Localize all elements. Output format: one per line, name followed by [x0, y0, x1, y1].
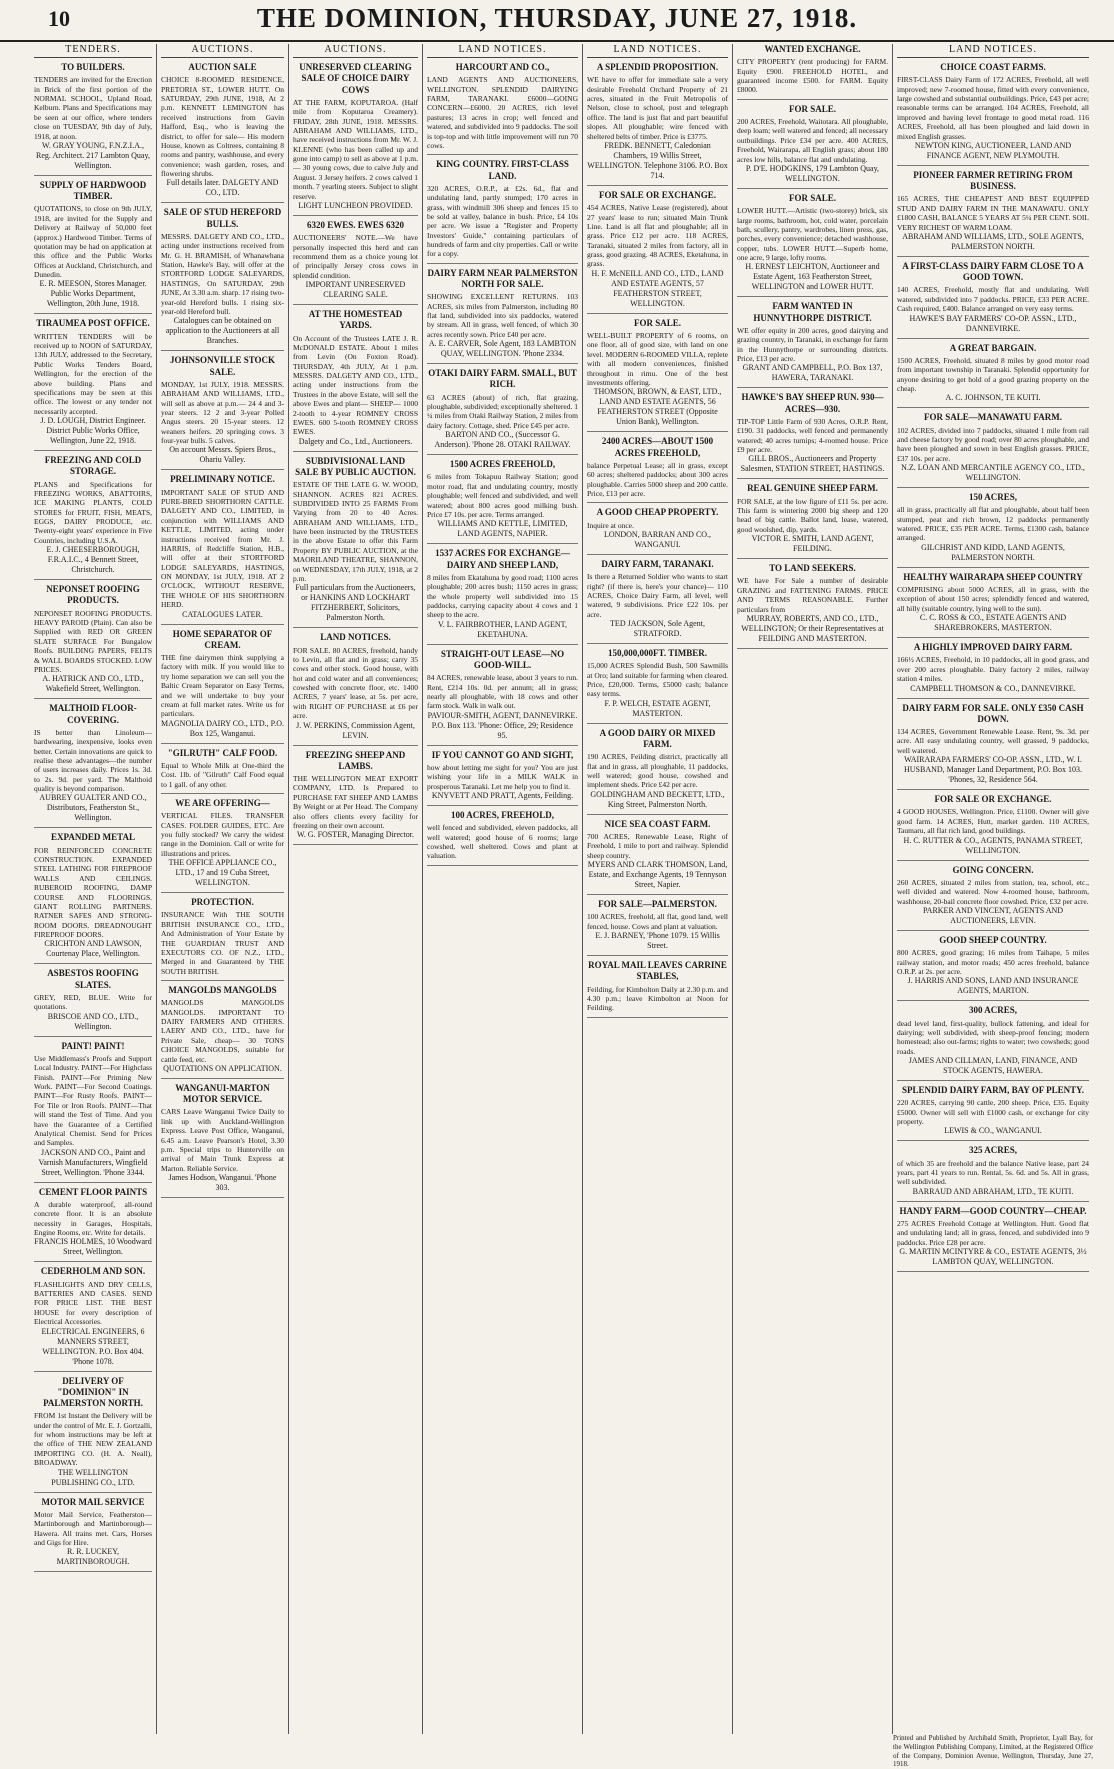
- advertisement: [34, 180, 152, 315]
- ad-body: 320 ACRES, O.R.P., at £2s. 6d., flat and undulating land, partly stumped; 170 acres in grass, with windmill 306 sheep and fences 15 to be sold at valley, balance in bush. Price, £4 10s per acre. We issue a "Register and Property Investors' Guide," containing particulars of hundreds of farm and city properties. Call or write for a copy.: [427, 183, 578, 259]
- masthead: [0, 0, 1114, 42]
- column-header: LAND NOTICES.: [897, 44, 1089, 58]
- ad-title: NEPONSET ROOFING PRODUCTS.: [46, 584, 140, 606]
- advertisement: [427, 268, 578, 364]
- column-3: [289, 44, 423, 1734]
- ad-body: of which 35 are freehold and the balance Native lease, part 24 years, part 41 years to run. Rental, 5s. 6d. and 5s. All in grass, well subdivided.: [897, 1158, 1089, 1187]
- ad-title: DAIRY FARM, TARANAKI.: [601, 558, 714, 569]
- ad-body: CHOICE 8-ROOMED RESIDENCE, PRETORIA ST., LOWER HUTT. On SATURDAY, 29th JUNE, 1918, At 2 p.m. KENNETT LEMINGTON has received instructions from Gavin Hafford, Esq., who is leaving the district, to offer for sale— His modern House, known as Coltrees, containing 8 rooms and pantry, washhouse, and every convenience; wash garden, roses, and flowering shrubs.: [161, 75, 284, 178]
- ad-body: 134 ACRES, Government Renewable Lease. Rent, 9s. 3d. per acre. All easy undulating country, well grassed, 9 paddocks, well watered.: [897, 727, 1089, 755]
- ad-signature: R. R. LUCKEY, MARTINBOROUGH.: [56, 1547, 130, 1567]
- advertisement: [737, 483, 888, 559]
- advertisement: [897, 794, 1089, 860]
- ad-signature: N.Z. LOAN AND MERCANTILE AGENCY CO., LTD., WELLINGTON.: [901, 463, 1085, 482]
- column-6: [733, 44, 893, 1734]
- ad-title: MALTHOID FLOOR-COVERING.: [49, 703, 137, 725]
- ad-signature: MYERS AND CLARK THOMSON, Land, Estate, and Exchange Agents, 19 Tennyson Street, Napier.: [587, 860, 728, 890]
- ad-body: VERTICAL FILES. TRANSFER CASES. FOLDER GUIDES, ETC. Are you fully stocked? We carry the widest range in the Dominion. Call or write for illustrations and prices.: [161, 811, 284, 858]
- ad-signature: Dalgety and Co., Ltd., Auctioneers.: [298, 436, 413, 446]
- ad-body: ESTATE OF THE LATE G. W. WOOD, SHANNON. ACRES 821 ACRES. SUBDIVIDED INTO 25 FARMS From Varying from 20 to 40 Acres. ABRAHAM AND WILLIAMS, LTD., have been instructed by the TRUSTEES in the above Estate to offer this Farm Property BY PUBLIC AUCTION, at the MAORILAND THEATRE, SHANNON, on WEDNESDAY, 17th JULY, 1918, at 2 p.m.: [293, 480, 418, 583]
- ad-title: CEMENT FLOOR PAINTS: [38, 1186, 148, 1197]
- ad-signature: Catalogues can be obtained on application to the Auctioneers at all Branches.: [165, 316, 280, 346]
- ad-title: HEALTHY WAIRARAPA SHEEP COUNTRY: [903, 571, 1083, 582]
- advertisement: [587, 899, 728, 956]
- advertisement: [34, 1041, 152, 1183]
- advertisement: [34, 318, 152, 451]
- ad-body: 165 ACRES, THE CHEAPEST AND BEST EQUIPPED STUD AND DAIRY FARM IN THE MANAWATU. ONLY £1800 CASH, BALANCE 5 YEARS AT 5¼ PER CENT. SOIL VERY RICHEST OF WARM LOAM.: [897, 194, 1089, 232]
- advertisement: [161, 474, 284, 624]
- page-number: 10: [48, 6, 70, 31]
- ad-title: "GILRUTH" CALF FOOD.: [167, 747, 278, 758]
- ad-title: SPLENDID DAIRY FARM, BAY OF PLENTY.: [901, 1085, 1085, 1095]
- ad-body: 6 miles from Tokapuu Railway Station; good motor road, flat and undulating country, mostly ploughable; well fenced and subdivided, and well watered; about 800 acres good milking bush. Price £7 10s. per acre. Terms arranged.: [427, 472, 578, 519]
- ad-body: Use Middlemass's Proofs and Support Local Industry. PAINT—For Highclass Finish. PAINT—For Priming New Work. PAINT—For Second Coatings. PAINT—For Rusty Roofs. PAINT—For Tile or Iron Roofs. PAINT—That will stand the Test of Time. And you have the Guarantee of a Certified Analytical Chemist. Send for Prices and Samples.: [34, 1053, 152, 1148]
- ad-body: 190 ACRES, Feilding district, practically all flat and in grass, all ploughable, 11 paddocks, well watered; good house, cowshed and implement sheds. Price £42 per acre.: [587, 752, 728, 790]
- ad-title: 1537 ACRES FOR EXCHANGE—DAIRY AND SHEEP LAND,: [435, 548, 570, 570]
- advertisement: [293, 220, 418, 305]
- ad-body: 140 ACRES, Freehold, mostly flat and undulating. Well watered, subdivided into 7 paddocks. PRICE, £33 PER ACRE. Cash required, £400. Balance arranged on very easy terms.: [897, 285, 1089, 314]
- ad-body: 275 ACRES Freehold Cottage at Wellington. Hutt. Good flat and undulating land; all in grass, fenced, and subdivided into 9 paddocks. Price £28 per acre.: [897, 1219, 1089, 1247]
- advertisement: [587, 507, 728, 555]
- advertisement: [737, 193, 888, 298]
- ad-title: 150,000,000FT. TIMBER.: [608, 648, 707, 658]
- advertisement: [897, 492, 1089, 568]
- ad-signature: MAGNOLIA DAIRY CO., LTD., P.O. Box 125, Wanganui.: [161, 718, 284, 738]
- advertisement: [34, 703, 152, 828]
- advertisement: [427, 62, 578, 155]
- ad-title: FOR SALE.: [788, 192, 836, 203]
- ad-body: COMPRISING about 5000 ACRES, all in grass, with the exception of about 150 acres; splendidly fenced and watered, all hilly (suitable country, lying well to the sun).: [897, 585, 1089, 613]
- advertisement: [737, 301, 888, 388]
- advertisement: [587, 190, 728, 314]
- ad-signature: W. GRAY YOUNG, F.N.Z.I.A., Reg. Architect. 217 Lambton Quay, Wellington.: [36, 140, 150, 170]
- ad-body: dead level land, first-quality, bullock fattening, and ideal for dairying; well subdivided, with sheep-proof fencing; modern homestead; also out-farms; rights to water; two cowsheds; good roads.: [897, 1018, 1089, 1056]
- ad-body: WELL-BUILT PROPERTY of 6 rooms, on one floor, all of good size, with land on one level. MODERN 6-ROOMED VILLA, replete with all modern conveniences, finished throughout in rimu. One of the best investments offering.: [587, 331, 728, 387]
- advertisement: [587, 728, 728, 815]
- ad-body: QUOTATIONS, to close on 9th JULY, 1918, are invited for the Supply and Delivery at Railway of 50,000 feet (approx.) Hardwood Timber. Terms of quotation may be had on application at this office and the Public Works Offices at Auckland, Christchurch, and Dunedin.: [34, 204, 152, 279]
- ad-title: FOR SALE—PALMERSTON.: [598, 899, 717, 910]
- advertisement: [427, 159, 578, 264]
- ad-signature: C. C. ROSS & CO., ESTATE AGENTS AND SHAREBROKERS, MASTERTON.: [919, 613, 1067, 633]
- advertisement: [427, 810, 578, 866]
- advertisement: [34, 832, 152, 964]
- ad-signature: J. W. PERKINS, Commission Agent, LEVIN.: [296, 720, 415, 740]
- ad-body: FOR REINFORCED CONCRETE CONSTRUCTION. EXPANDED STEEL LATHING FOR FIREPROOF WALLS AND CEILINGS. RUBEROID ROOFING, DAMP COURSE AND FLOORINGS. GIANT ROLLING PARTNERS. RATNER SAFES AND STRONG-ROOM DOORS. DREADNOUGHT FIREPROOF DOORS.: [34, 845, 152, 939]
- advertisement: [897, 62, 1089, 166]
- ad-signature: A. C. JOHNSON, TE KUITI.: [945, 393, 1041, 403]
- advertisement: [587, 648, 728, 724]
- ad-signature: F. P. WELCH, ESTATE AGENT, MASTERTON.: [604, 698, 711, 718]
- ad-body: TIP-TOP Little Farm of 930 Acres, O.R.P. Rent, £190. 31 paddocks, well fenced and permanently watered; 40 acres turnips; 4-roomed house. Price £9 per acre.: [737, 416, 888, 454]
- advertisement: [161, 62, 284, 203]
- ad-body: 63 ACRES (about) of rich, flat grazing, ploughable, subdivided; exceptionally sheltered. 1 ¼ miles from Otaki Railway Station, 2 miles from dairy factory. Cottage, shed. Price £45 per acre.: [427, 392, 578, 430]
- ad-title: ASBESTOS ROOFING SLATES.: [47, 968, 139, 990]
- newspaper-title: THE DOMINION, THURSDAY, JUNE 27, 1918.: [256, 3, 858, 33]
- ad-body: THE fine dairymen think supplying a factory with milk. If you would like to try home separation we can sell you the Baltic Cream Separator on Easy Terms, and we will undertake to buy your cream at full market rates. Write us for particulars.: [161, 653, 284, 719]
- ad-body: CARS Leave Wanganui Twice Daily to link up with Auckland-Wellington Express. Leave Post Office, Wanganui, 6.45 a.m. Leave Pearson's Hotel, 3.30 p.m. Special trips to Hunterville on arrival of Main Trunk Express at Marton. Reliable Service.: [161, 1107, 284, 1173]
- ad-body: AUCTIONEERS' NOTE.—We have personally inspected this herd and can recommend them as a choice young lot of principally Jersey cross cows in splendid condition.: [293, 233, 418, 280]
- advertisement: [427, 368, 578, 455]
- ad-body: FOR SALE. 80 ACRES, freehold, handy to Levin, all flat and in grass; carry 35 cows and other stock. Good house, with hot and cold water and all conveniences; cowshed with concrete floor, etc. 1400 ACRES, 7 years' lease, at 5s. per acre, with RIGHT OF PURCHASE at £6 per acre.: [293, 645, 418, 721]
- ad-signature: FREDK. BENNETT, Caledonian Chambers, 19 Willis Street, WELLINGTON. Telephone 3106. P.O. Box 714.: [587, 140, 728, 180]
- ad-title: SUBDIVISIONAL LAND SALE BY PUBLIC AUCTION.: [295, 455, 416, 477]
- ad-signature: FRANCIS HOLMES, 10 Woodward Street, Wellington.: [34, 1237, 152, 1257]
- advertisement: [34, 1266, 152, 1371]
- ad-title: PIONEER FARMER RETIRING FROM BUSINESS.: [913, 169, 1073, 192]
- column-header: LAND NOTICES.: [427, 44, 578, 58]
- ad-signature: On account Messrs. Spiers Bros., Ohariu Valley.: [169, 445, 276, 465]
- ad-body: GREY, RED, BLUE. Write for quotations.: [34, 992, 152, 1012]
- ad-title: MANGOLDS MANGOLDS: [168, 985, 277, 995]
- ad-signature: THE OFFICE APPLIANCE CO., LTD., 17 and 19 Cuba Street, WELLINGTON.: [168, 858, 277, 888]
- ad-body: 200 ACRES, Freehold, Waitotara. All ploughable, deep loam; well watered and fenced; all necessary outbuildings. Price £34 per acre. 400 ACRES, Freehold, Wairarapa, all English grass; about 180 acres low hills, balance flat and undulating.: [737, 117, 888, 164]
- ad-signature: GILCHRIST AND KIDD, LAND AGENTS, PALMERSTON NORTH.: [921, 542, 1065, 562]
- ad-signature: THOMSON, BROWN, & EAST, LTD., LAND AND ESTATE AGENTS, 56 FEATHERSTON STREET (Opposite Union Bank), Wellington.: [593, 387, 722, 427]
- ad-signature: TED JACKSON, Sole Agent, STRATFORD.: [610, 619, 705, 638]
- ad-signature: THE WELLINGTON PUBLISHING CO., LTD.: [51, 1467, 135, 1487]
- advertisement: [897, 1206, 1089, 1272]
- ad-title: 300 ACRES,: [968, 1005, 1017, 1016]
- advertisement: [34, 968, 152, 1036]
- ad-body: PLANS and Specifications for FREEZING WORKS, ABATTOIRS, ICE MAKING PLANTS, COLD STORES for FRUIT, FISH, MEATS, EGGS, DAIRY PRODUCE, etc. Twenty-eight years' experience in Five Countries, including U.S.A.: [34, 479, 152, 545]
- ad-title: A SPLENDID PROPOSITION.: [596, 62, 719, 72]
- advertisement: [587, 559, 728, 644]
- ad-title: TO BUILDERS.: [61, 62, 125, 72]
- ad-title: REAL GENUINE SHEEP FARM.: [747, 483, 878, 494]
- ad-body: Inquire at once.: [587, 520, 634, 530]
- advertisement: [897, 1005, 1089, 1081]
- ad-body: THE WELLINGTON MEAT EXPORT COMPANY, LTD. Is Prepared to PURCHASE FAT SHEEP AND LAMBS By Weight or at Per Head. The Company also offers clients every facility for freezing on their own account.: [293, 774, 418, 830]
- advertisement: [293, 62, 418, 216]
- ad-title: SALE OF STUD HEREFORD BULLS.: [163, 207, 282, 229]
- advertisement: [293, 456, 418, 629]
- ad-body: IS better than Linoleum—hardwearing, inexpensive, looks even better. Certain innovations are quick to realise these advantages—the number of users increases daily. Prices 1s. 3d. to 2s. 9d. per yard. The Malthoid quality is beyond comparison.: [34, 727, 152, 793]
- advertisement: [293, 309, 418, 452]
- advertisement: [587, 318, 728, 433]
- column-header: AUCTIONS.: [293, 44, 418, 58]
- ad-body: FLASHLIGHTS AND DRY CELLS, BATTERIES AND CASES. SEND FOR PRICE LIST. THE BEST HOUSE for every description of Electrical Accessories.: [34, 1279, 152, 1327]
- ad-body: MONDAY, 1st JULY, 1918. MESSRS. ABRAHAM AND WILLIAMS, LTD., will sell as above at p.m.— 24 4 and 3-year steers. 12 2 and 3-year Polled Angus steers. 20 15-year steers. 12 weaners heifers. 20 springing cows. 3 four-year bulls. 5 calves.: [161, 379, 284, 445]
- advertisement: [897, 935, 1089, 1001]
- ad-signature: E. R. MEESON, Stores Manager. Public Works Department, Wellington, 20th June, 1918.: [39, 279, 147, 309]
- ad-title: FREEZING SHEEP AND LAMBS.: [305, 749, 406, 771]
- ad-title: DELIVERY OF "DOMINION" IN PALMERSTON NORTH.: [43, 1375, 143, 1408]
- advertisement: [897, 343, 1089, 409]
- ad-signature: GRANT AND CAMPBELL, P.O. Box 137, HAWERA, TARANAKI.: [742, 363, 883, 383]
- ad-body: FIRST-CLASS Dairy Farm of 172 ACRES, Freehold, all well improved; new 7-roomed house, fitted with every convenience, large cowshed and substantial outbuildings. Price, £43 per acre; reasonable terms can be arranged. 104 ACRES, Freehold, all improved and having level frontage to good metal road. 116 ACRES, Freehold, all has been ploughed and laid down in mixed English grasses.: [897, 75, 1089, 141]
- column-2: [157, 44, 289, 1734]
- ad-title: 100 ACRES, FREEHOLD,: [450, 810, 555, 820]
- ad-signature: A. E. CARVER, Sole Agent, 183 LAMBTON QUAY, WELLINGTON. 'Phone 2334.: [428, 339, 577, 359]
- ad-body: MESSRS. DALGETY AND CO., LTD., acting under instructions received from Mr. G. H. BRAMISH, of Whanawhana Station, Hawke's Bay, will offer at the STORTFORD LODGE SALEYARDS, HASTINGS, On SATURDAY, 29th JUNE, At 3.30 a.m. sharp. 17 rising two-year-old Hereford bulls. 1 rising six-year-old Hereford bull.: [161, 231, 284, 316]
- ad-signature: NEWTON KING, AUCTIONEER, LAND AND FINANCE AGENT, NEW PLYMOUTH.: [914, 140, 1072, 160]
- column-7: [893, 44, 1093, 1734]
- ad-body: 260 ACRES, situated 2 miles from station, tea, school, etc., well divided and watered. Now 4-roomed house, bathroom, washhouse, 20-bail concrete floor cowshed. Price, £32 per acre.: [897, 877, 1089, 906]
- advertisement: [293, 750, 418, 846]
- advertisement: [737, 44, 888, 100]
- column-1: [30, 44, 157, 1734]
- column-4: [423, 44, 583, 1734]
- advertisement: [427, 459, 578, 544]
- ad-body: SHOWING EXCELLENT RETURNS. 103 ACRES, six miles from Palmerston, including 80 flat land, subdivided into six paddocks, watered by stream. All in grass, well fenced, of which 30 acres recently sown. Price £40 per acre.: [427, 292, 578, 339]
- ad-signature: Full particulars from the Auctioneers, or HANKINS AND LOCKHART FITZHERBERT, Solicitors, Palmerston North.: [295, 583, 416, 623]
- ad-body: FROM 1st Instant the Delivery will be under the control of Mr. E. J. Gortzalli, for whom instructions may be left at the office of THE NEW ZEALAND IMPORTING CO. (H. A. Neall), BROADWAY.: [34, 1411, 152, 1468]
- advertisement: [161, 355, 284, 470]
- advertisement: [34, 584, 152, 699]
- ad-signature: A. HATRICK AND CO., LTD., Wakefield Street, Wellington.: [42, 674, 144, 694]
- ad-body: all in grass, practically all flat and ploughable, about half been stumped, peat and rich brown, 12 paddocks permanently watered. PRICE, £35 PER ACRE. Terms, £1300 cash, balance arranged.: [897, 505, 1089, 543]
- ad-title: 2400 ACRES—ABOUT 1500 ACRES FREEHOLD,: [601, 436, 714, 458]
- ad-body: Is there a Returned Soldier who wants to start right? (if there is, here's your chance)— 110 ACRES, Choice Dairy Farm, all level, well watered, 9 subdivisions. Price £22 10s. per acre.: [587, 572, 728, 619]
- ad-title: DAIRY FARM NEAR PALMERSTON NORTH FOR SALE.: [427, 267, 578, 289]
- ad-title: FOR SALE OR EXCHANGE.: [934, 794, 1052, 805]
- ad-title: A GOOD CHEAP PROPERTY.: [596, 507, 719, 518]
- ad-signature: Full details later. DALGETY AND CO., LTD.: [166, 178, 279, 198]
- ad-title: GOOD SHEEP COUNTRY.: [939, 934, 1047, 945]
- ad-signature: BARTON AND CO., (Successor G. Anderson). 'Phone 28. OTAKI RAILWAY.: [434, 430, 571, 450]
- ad-body: On Account of the Trustees LATE J. R. McDONALD ESTATE. About 1 miles from Levin (On Foxton Road). THURSDAY, 4th JULY, At 1 p.m. MESSRS. DALGETY AND CO., LTD., acting under instructions from the Trustees in the above Estate, will sell the above Ewes and plant— SHEEP— 1000 2-tooth to 4-year ROMNEY CROSS EWES. 600 5-tooth ROMNEY CROSS EWES.: [293, 333, 418, 437]
- ad-title: JOHNSONVILLE STOCK SALE.: [169, 355, 276, 377]
- advertisement: [161, 629, 284, 744]
- ad-title: CHOICE COAST FARMS.: [940, 62, 1046, 72]
- ad-signature: HAWKE'S BAY FARMERS' CO-OP. ASSN., LTD., DANNEVIRKE.: [909, 313, 1077, 333]
- ad-title: WANTED EXCHANGE.: [764, 44, 861, 54]
- ad-body: 84 ACRES, renewable lease, about 3 years to run. Rent, £214 10s. 0d. per annum; all in grass; nearly all ploughable, with 18 cows and other farm stock. Walk in walk out.: [427, 673, 578, 711]
- ad-signature: CATALOGUES LATER.: [182, 609, 263, 619]
- ad-signature: KNYVETT AND PRATT, Agents, Feilding.: [431, 791, 574, 800]
- ad-title: 6320 EWES. EWES 6320: [306, 219, 405, 230]
- ad-title: A GREAT BARGAIN.: [949, 342, 1037, 353]
- advertisement: [897, 170, 1089, 257]
- ad-body: 800 ACRES, good grazing; 16 miles from Taihape, 5 miles railway station, and motor roads; 450 acres freehold, balance O.R.P. at 2s. per acre.: [897, 948, 1089, 976]
- column-header: TENDERS.: [34, 44, 152, 58]
- ad-body: MANGOLDS MANGOLDS MANGOLDS. IMPORTANT TO DAIRY FARMERS AND OTHERS. LAERY AND CO., LTD., have for Private Sale, cheap— 30 TONS CHOICE MANGOLDS, suitable for cattle feed, etc.: [161, 998, 284, 1064]
- ad-title: OTAKI DAIRY FARM. SMALL, BUT RICH.: [428, 368, 577, 390]
- ad-title: HOME SEPARATOR OF CREAM.: [172, 628, 273, 650]
- column-header: LAND NOTICES.: [587, 44, 728, 58]
- columns: [0, 44, 1114, 1734]
- ad-signature: W. G. FOSTER, Managing Director.: [296, 830, 415, 840]
- ad-signature: James Hodson, Wanganui. 'Phone 303.: [168, 1173, 277, 1192]
- ad-title: ROYAL MAIL LEAVES CARRINE STABLES,: [588, 960, 727, 982]
- ad-signature: VICTOR E. SMITH, LAND AGENT, FEILDING.: [751, 534, 874, 554]
- ad-body: 166½ ACRES, Freehold, in 10 paddocks, all in good grass, and over 200 acres ploughable. Dairy factory 2 miles, railway station 4 miles.: [897, 655, 1089, 684]
- ad-title: FOR SALE OR EXCHANGE.: [598, 189, 716, 200]
- advertisement: [897, 1085, 1089, 1141]
- advertisement: [587, 436, 728, 503]
- advertisement: [427, 548, 578, 644]
- ad-body: Feilding, for Kimbolton Daily at 2.30 p.m. and 4.30 p.m.; leave Kimbolton at Noon for Feilding.: [587, 984, 728, 1013]
- ad-signature: ELECTRICAL ENGINEERS, 6 MANNERS STREET, WELLINGTON. P.O. Box 404. 'Phone 1078.: [41, 1326, 145, 1366]
- ad-body: TENDERS are invited for the Erection in Brick of the first portion of the NORMAL SCHOOL, Upland Road, Kelburn. Plans and Specifications may be seen at our office, where tenders close on TUESDAY, 9th day of July, 1918, at noon.: [34, 75, 152, 141]
- ad-title: AT THE HOMESTEAD YARDS.: [308, 309, 403, 331]
- ad-title: FARM WANTED IN HUNNYTHORPE DISTRICT.: [753, 301, 872, 323]
- ad-title: 325 ACRES,: [968, 1145, 1017, 1156]
- ad-title: 1500 ACRES FREEHOLD,: [449, 459, 556, 470]
- ad-title: IF YOU CANNOT GO AND SIGHT,: [431, 749, 574, 760]
- ad-signature: WILLIAMS AND KETTLE, LIMITED, LAND AGENTS, NAPIER.: [437, 519, 568, 539]
- ad-signature: BARRAUD AND ABRAHAM, LTD., TE KUITI.: [912, 1186, 1074, 1196]
- advertisement: [34, 455, 152, 580]
- ad-signature: J. HARRIS AND SONS, LAND AND INSURANCE AGENTS, MARTON.: [907, 976, 1079, 996]
- ad-signature: WAIRARAPA FARMERS' CO-OP. ASSN., LTD., W. I. HUSBAND, Manager Land Department, P.O. Box 103. 'Phones, 32, Residence 564.: [904, 755, 1082, 785]
- ad-signature: PARKER AND VINCENT, AGENTS AND AUCTIONEERS, LEVIN.: [922, 905, 1064, 925]
- advertisement: [587, 819, 728, 895]
- advertisement: [34, 1497, 152, 1573]
- ad-body: WE have For Sale a number of desirable GRAZING and FATTENING FARMS. PRICE AND TERMS REASONABLE. Further particulars from: [737, 576, 888, 614]
- ad-signature: QUOTATIONS ON APPLICATION.: [163, 1063, 282, 1073]
- ad-title: A GOOD DAIRY OR MIXED FARM.: [599, 727, 716, 749]
- ad-signature: MURRAY, ROBERTS, AND CO., LTD., WELLINGTON; Or their Representatives at FEILDING AND MASTERTON.: [741, 613, 884, 643]
- ad-title: PAINT! PAINT!: [61, 1040, 125, 1051]
- advertisement: [897, 572, 1089, 638]
- advertisement: [161, 207, 284, 351]
- ad-signature: E. J. CHEESERBOROUGH, F.R.A.I.C., 4 Bennett Street, Christchurch.: [46, 545, 140, 575]
- ad-title: CEDERHOLM AND SON.: [40, 1266, 146, 1277]
- ad-title: HAWKE'S BAY SHEEP RUN. 930—ACRES—930.: [741, 392, 884, 414]
- ad-title: KING COUNTRY. FIRST-CLASS LAND.: [436, 159, 569, 181]
- ad-title: FOR SALE.: [633, 317, 681, 328]
- ad-title: HARCOURT AND CO.,: [455, 62, 550, 72]
- ad-title: HANDY FARM—GOOD COUNTRY—CHEAP.: [899, 1205, 1087, 1216]
- ad-title: FOR SALE.: [788, 103, 836, 114]
- ad-signature: LIGHT LUNCHEON PROVIDED.: [298, 200, 413, 210]
- ad-body: CITY PROPERTY (rent producing) for FARM. Equity £900. FREEHOLD HOTEL, and guaranteed income £500. for FARM. Equity £8000.: [737, 57, 888, 95]
- advertisement: [587, 62, 728, 186]
- advertisement: [737, 104, 888, 189]
- ad-signature: GOLDINGHAM AND BECKETT, LTD., King Street, Palmerston North.: [590, 789, 725, 809]
- ad-body: INSURANCE With THE SOUTH BRITISH INSURANCE CO., LTD., And Administration of Your Estate by THE GUARDIAN TRUST AND EXECUTORS CO. OF N.Z., LTD., Merged in and Guaranteed by THE SOUTH BRITISH.: [161, 910, 284, 976]
- advertisement: [161, 798, 284, 893]
- ad-title: WE ARE OFFERING—: [175, 798, 270, 808]
- ad-signature: H. F. McNEILL AND CO., LTD., LAND AND ESTATE AGENTS, 57 FEATHERSTON STREET, WELLINGTON.: [591, 268, 724, 308]
- ad-title: GOING CONCERN.: [952, 864, 1034, 875]
- ad-body: 102 ACRES, divided into 7 paddocks, situated 1 mile from rail and cheese factory by good road; over 80 acres ploughable, and have been ploughed and sown in best English grasses. PRICE, £37 10s. per acre.: [897, 425, 1089, 463]
- ad-title: TO LAND SEEKERS.: [769, 563, 856, 574]
- ad-signature: LONDON, BARRAN AND CO., WANGANUI.: [603, 529, 712, 549]
- imprint: Printed and Published by Archibald Smith, Proprietor, Lyall Bay, for the Wellington Publishing Company, Limited, at the Registered Office of the Company, Dominion Avenue, Wellington, Thursday, June 27, 1918.: [893, 1734, 1093, 1769]
- advertisement: [161, 897, 284, 981]
- ad-signature: JAMES AND CILLMAN, LAND, FINANCE, AND STOCK AGENTS, HAWERA.: [908, 1056, 1078, 1075]
- ad-title: FREEZING AND COLD STORAGE.: [44, 455, 142, 477]
- ad-signature: P. D'E. HODGKINS, 179 Lambton Quay, WELLINGTON.: [745, 163, 880, 183]
- ad-body: FOR SALE, at the low figure of £11 5s. per acre. This farm is wintering 2000 big sheep and 120 head of big cattle. Ballot land, lease, watered, good woolshed, dip, yards.: [737, 496, 888, 534]
- ad-body: 100 ACRES, freehold, all flat, good land, well fenced, house. Cows and plant at valuation.: [587, 912, 728, 931]
- ad-title: UNRESERVED CLEARING SALE OF CHOICE DAIRY COWS: [299, 62, 412, 95]
- ad-title: STRAIGHT-OUT LEASE—NO GOOD-WILL.: [440, 648, 565, 670]
- ad-title: DAIRY FARM FOR SALE. ONLY £350 CASH DOWN.: [902, 702, 1084, 724]
- ad-signature: H. ERNEST LEICHTON, Auctioneer and Estate Agent, 163 Featherston Street, WELLINGTON and LOWER HUTT.: [745, 262, 880, 292]
- advertisement: [897, 261, 1089, 339]
- ad-signature: H. C. RUTTER & CO., AGENTS, PANAMA STREET, WELLINGTON.: [903, 835, 1083, 855]
- ad-title: FOR SALE—MANAWATU FARM.: [924, 412, 1062, 423]
- advertisement: [34, 62, 152, 176]
- ad-signature: GILL BROS., Auctioneers and Property Salesmen, STATION STREET, HASTINGS.: [740, 454, 885, 474]
- ad-body: A durable waterproof, all-round concrete floor. It is an absolute necessity in Garages, Hospitals, Engine Rooms, etc. Write for details.: [34, 1199, 152, 1237]
- advertisement: [34, 1376, 152, 1493]
- ad-title: WANGANUI-MARTON MOTOR SERVICE.: [175, 1082, 270, 1105]
- ad-body: 1500 ACRES, Freehold, situated 8 miles by good motor road from important township in Taranaki. Splendid opportunity for anyone desiring to get hold of a good grazing property on the cheap.: [897, 355, 1089, 393]
- advertisement: [34, 1187, 152, 1263]
- ad-signature: ABRAHAM AND WILLIAMS, LTD., SOLE AGENTS, PALMERSTON NORTH.: [902, 231, 1084, 251]
- ad-signature: JACKSON AND CO., Paint and Varnish Manufacturers, Wingfield Street, Wellington. 'Phone 3344.: [38, 1147, 148, 1177]
- ad-body: NEPONSET ROOFING PRODUCTS. HEAVY PAROID (Plain). Can also be Supplied with RED OR GREEN SLATE SURFACE For Bungalow Roofs. BUILDING PAPERS, FELTS & WALL BOARDS STOCKED. LOW PRICES.: [34, 608, 152, 674]
- ad-body: WRITTEN TENDERS will be received up to NOON of SATURDAY, 13th JULY, addressed to the Secretary, Public Works Tenders Board, Wellington, for the erection of the above building. Plans and specifications may be seen at this office. The lowest or any tender not necessarily accepted.: [34, 331, 152, 416]
- advertisement: [897, 1145, 1089, 1201]
- ad-body: balance Perpetual Lease; all in grass, except 60 acres; sheltered paddocks; about 300 acres ploughable. Carries 5000 sheep and 200 cattle. Price, £13 per acre.: [587, 460, 728, 498]
- advertisement: [293, 632, 418, 745]
- ad-signature: CRICHTON AND LAWSON, Courtenay Place, Wellington.: [44, 939, 142, 959]
- ad-title: 150 ACRES,: [968, 492, 1017, 502]
- advertisement: [897, 412, 1089, 488]
- advertisement: [587, 960, 728, 1018]
- ad-signature: IMPORTANT UNRESERVED CLEARING SALE.: [305, 280, 406, 299]
- ad-title: A FIRST-CLASS DAIRY FARM CLOSE TO A GOOD TOWN.: [902, 260, 1084, 283]
- ad-body: 220 ACRES, carrying 90 cattle, 200 sheep. Price, £35. Equity £5000. Owner will sell with £1000 cash, or exchange for city property.: [897, 1098, 1089, 1126]
- column-header: AUCTIONS.: [161, 44, 284, 58]
- ad-title: A HIGHLY IMPROVED DAIRY FARM.: [913, 642, 1073, 653]
- ad-title: PROTECTION.: [191, 897, 254, 908]
- ad-signature: G. MARTIN MCINTYRE & CO., ESTATE AGENTS, 3½ LAMBTON QUAY, WELLINGTON.: [899, 1247, 1087, 1267]
- advertisement: [161, 985, 284, 1079]
- ad-body: how about letting me sight for you? You are just wishing your life in a MILK WALK in prosperous Taranaki. Let me help you to find it.: [427, 762, 578, 791]
- ad-body: 700 ACRES, Renewable Lease, Right of Freehold, 1 mile to port and railway. Splendid sheep country.: [587, 832, 728, 860]
- ad-title: PRELIMINARY NOTICE.: [170, 474, 275, 485]
- ad-signature: AUBREY GUALTER AND CO., Distributors, Featherston St., Wellington.: [39, 793, 147, 823]
- advertisement: [737, 392, 888, 479]
- ad-body: well fenced and subdivided, eleven paddocks, all well watered; good house of 6 rooms; large cowshed, well sheltered. Cows and plant at valuation.: [427, 823, 578, 861]
- ad-signature: BRISCOE AND CO., LTD., Wellington.: [47, 1011, 139, 1031]
- ad-signature: PAVIOUR-SMITH, AGENT, DANNEVIRKE. P.O. Box 113. 'Phone: Office, 29; Residence 95.: [427, 710, 578, 740]
- ad-title: NICE SEA COAST FARM.: [604, 818, 711, 829]
- ad-title: LAND NOTICES.: [320, 632, 391, 643]
- ad-signature: V. L. FAIRBROTHER, LAND AGENT, EKETAHUNA.: [438, 619, 567, 639]
- ad-body: WE have to offer for immediate sale a very desirable Freehold Orchard Property of 21 acres, situated in the Fruit Metropolis of Nelson, close to school, post and telegraph office. The land is just flat and part beautiful slopes. All ploughable; wire fenced with sheltered belts of timber. Price is £3775.: [587, 75, 728, 141]
- advertisement: [161, 1083, 284, 1198]
- advertisement: [737, 563, 888, 649]
- ad-body: 15,000 ACRES Splendid Bush, 500 Sawmills at Oro; land suitable for farming when cleared. Price, £20,000. Terms, £5000 cash; balance easy terms.: [587, 661, 728, 699]
- ad-body: 8 miles from Ekatahuna by good road; 1100 acres ploughable; 200 acres bush; 1150 acres in grass; the whole property well subdivided into 15 paddocks, carrying capacity about 4 cows and 1 sheep to the acre.: [427, 572, 578, 620]
- ad-body: 4 GOOD HOUSES, Wellington. Price, £1100. Owner will give good farm. 14 ACRES, Hutt, market garden. 110 ACRES, Taumaru, all flat rich land, good buildings.: [897, 807, 1089, 836]
- advertisement: [897, 703, 1089, 791]
- ad-signature: LEWIS & CO., WANGANUI.: [944, 1126, 1042, 1136]
- ad-body: IMPORTANT SALE OF STUD AND PURE-BRED SHORTHORN CATTLE. DALGETY AND CO., LIMITED, in conjunction with WILLIAMS AND KETTLE, LIMITED, acting under instructions received from Mr. J. HARRIS, of Redcliffe Station, H.B., will offer at their STORTFORD LODGE SALEYARDS, HASTINGS, ON MONDAY, 1st JULY, 1918. AT 2 O'CLOCK, WITHOUT RESERVE, THE WHOLE OF HIS SHORTHORN HERD.: [161, 487, 284, 610]
- ad-title: MOTOR MAIL SERVICE: [41, 1496, 145, 1507]
- ad-body: Motor Mail Service, Featherston—Martinborough and Martinborough—Hawera. All trains met. Cars, Horses and Gigs for Hire.: [34, 1509, 152, 1547]
- ad-title: TIRAUMEA POST OFFICE.: [36, 318, 150, 329]
- column-5: [583, 44, 733, 1734]
- ad-signature: CAMPBELL THOMSON & CO., DANNEVIRKE.: [910, 683, 1076, 693]
- ad-body: 454 ACRES, Native Lease (registered), about 27 years' lease to run; situated Main Trunk Line. Land is all flat and ploughable; all in grass. Price £12 per acre. 118 ACRES, Taranaki, situated 2 miles from factory, all in grass, good grazing. 48 ACRES, Eketahuna, in grass.: [587, 203, 728, 269]
- advertisement: [897, 865, 1089, 931]
- ad-body: LOWER HUTT.—Artistic (two-storey) brick, six large rooms, bathroom, hot, cold water, porcelain bath, scullery, pantry, wardrobes, linen press, gas, porches, every convenience; detached washhouse, copper, tubs. LOWER HUTT.—Superb home, one acre, 9 large, lofty rooms.: [737, 206, 888, 262]
- ad-title: EXPANDED METAL: [51, 832, 135, 843]
- ad-title: AUCTION SALE: [188, 62, 257, 72]
- ad-body: LAND AGENTS AND AUCTIONEERS, WELLINGTON. SPLENDID DAIRYING FARM, TARANAKI. £6000—GOING CONCERN—£6000. 20 ACRES, rich level pastures; 13 acres in crop; well fenced and watered, and subdivided into 9 paddocks. The soil is top-top and with little improvement will run 70 cows.: [427, 75, 578, 150]
- ad-body: WE offer equity in 200 acres, good dairying and grazing country, in Taranaki, in exchange for farm in the Hunnythorpe or surrounding districts. Price, £13 per acre.: [737, 325, 888, 363]
- ad-signature: E. J. BARNEY, 'Phone 1079. 15 Willis Street.: [595, 931, 720, 951]
- ad-body: AT THE FARM, KOPUTAROA. (Half mile from Koputaroa Creamery). FRIDAY, 28th JUNE, 1918. MESSRS. ABRAHAM AND WILLIAMS, LTD., have received instructions from Mr. W. J. KLENNE (who has been called up and gone into camp) to sell as above at 1 p.m.— 30 young cows, due to calve July and August. 3 Jersey heifers. 2 cows calved 1 month. 7 yearling steers. Subject to slight reserve.: [293, 97, 418, 201]
- ad-signature: J. D. LOUGH, District Engineer. District Public Works Office, Wellington, June 22, 1918.: [40, 416, 146, 445]
- ad-body: Equal to Whole Milk at One-third the Cost. 1lb. of "Gilruth" Calf Food equal to 1 gall. of any other.: [161, 760, 284, 789]
- advertisement: [427, 649, 578, 746]
- advertisement: [427, 750, 578, 806]
- advertisement: [161, 748, 284, 794]
- ad-title: SUPPLY OF HARDWOOD TIMBER.: [39, 179, 147, 202]
- advertisement: [897, 642, 1089, 698]
